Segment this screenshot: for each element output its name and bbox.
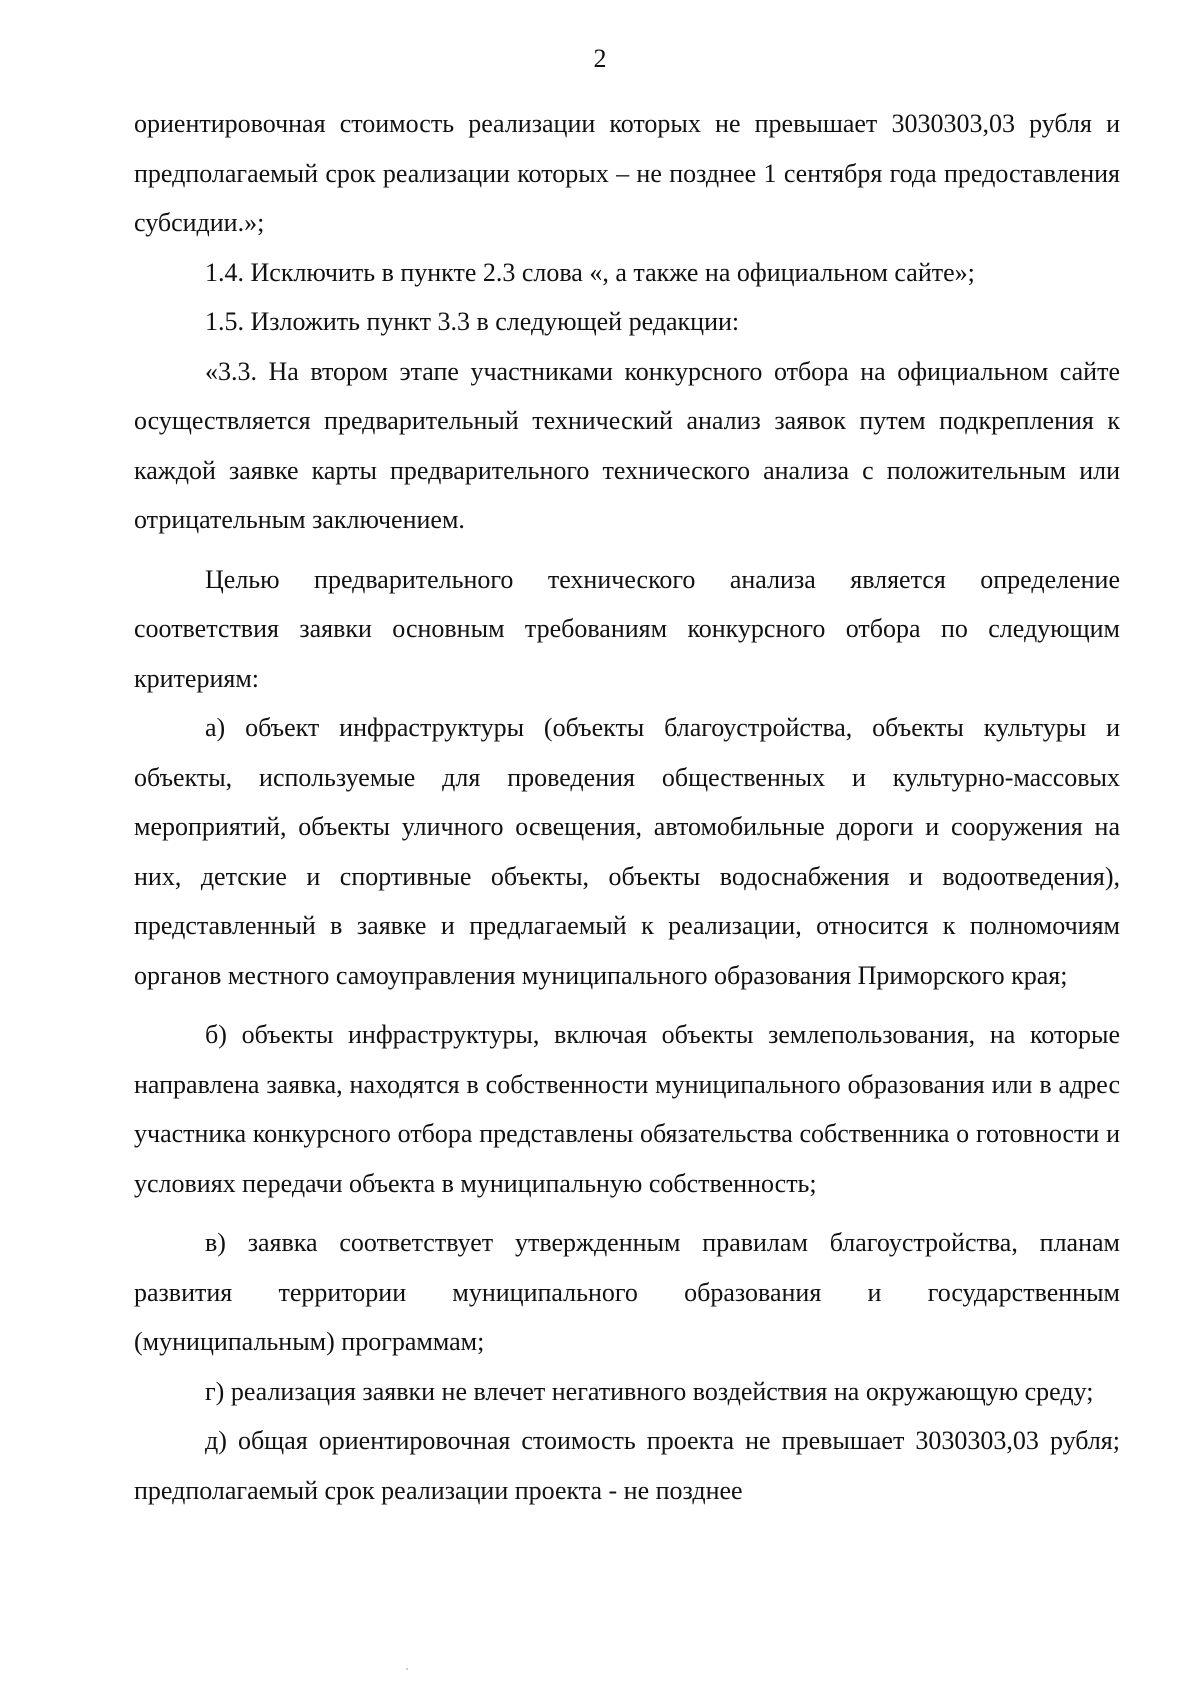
paragraph-criterion-d: д) общая ориентировочная стоимость проекта не превышает 3030303,03 рубля; предполагаемый срок реализации проекта - не позднее	[134, 1426, 1120, 1505]
page-number: 2	[593, 44, 607, 73]
paragraph-criterion-v: в) заявка соответствует утвержденным правилам благоустройства, планам развития территории муниципального образования и государственным (муниципальным) программам;	[134, 1228, 1120, 1356]
paragraph-criterion-b: б) объекты инфраструктуры, включая объекты землепользования, на которые направлена заявка, находятся в собственности муниципального образования или в адрес участника конкурсного отбора представлены обязательства собственника о готовности и условиях передачи объекта в муниципальную собственность;	[134, 1020, 1120, 1198]
paragraph-item-1-4: 1.4. Исключить в пункте 2.3 слова «, а также на официальном сайте»;	[205, 257, 975, 287]
paragraph-continuation: ориентировочная стоимость реализации которых не превышает 3030303,03 рубля и предполагаемый срок реализации которых – не позднее 1 сентября года предоставления субсидии.»;	[134, 109, 1120, 237]
scan-speck	[406, 1668, 408, 1670]
paragraph-criterion-a: а) объект инфраструктуры (объекты благоустройства, объекты культуры и объекты, используемые для проведения общественных и культурно-массовых мероприятий, объекты уличного освещения, автомобильные дороги и сооружения на них, детские и спортивные объекты, объекты водоснабжения и водоотведения), представленный в заявке и предлагаемый к реализации, относится к полномочиям органов местного самоуправления муниципального образования Приморского края;	[134, 713, 1120, 990]
paragraph-item-1-5: 1.5. Изложить пункт 3.3 в следующей редакции:	[205, 307, 740, 336]
paragraph-clause-3-3: «3.3. На втором этапе участниками конкурсного отбора на официальном сайте осуществляется предварительный технический анализ заявок путем подкрепления к каждой заявке карты предварительного технического анализа с положительным или отрицательным заключением.	[134, 356, 1120, 534]
paragraph-criterion-g: г) реализация заявки не влечет негативного воздействия на окружающую среду;	[205, 1376, 1094, 1406]
document-body	[134, 99, 1120, 1515]
paragraph-analysis-purpose: Целью предварительного технического анализа является определение соответствия заявки основным требованиям конкурсного отбора по следующим критериям:	[134, 564, 1120, 693]
